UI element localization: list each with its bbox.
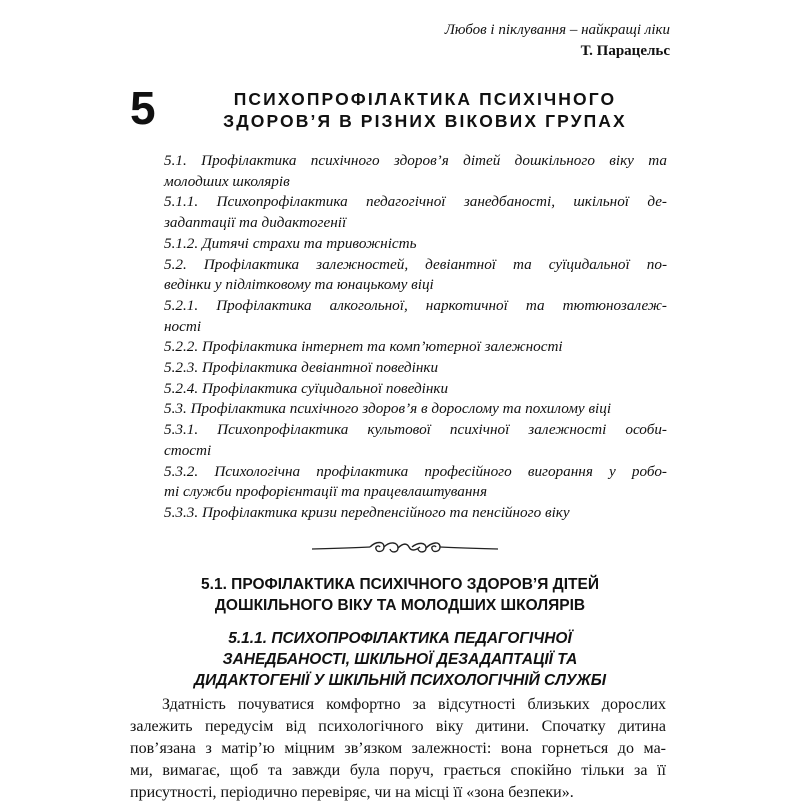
chapter-title-line: ЗДОРОВ’Я В РІЗНИХ ВІКОВИХ ГРУПАХ: [223, 111, 627, 131]
toc-line: 5.3.1. Психопрофілактика культової психічної залежності особи-: [164, 421, 667, 439]
toc-line: 5.3.2. Психологічна профілактика професійного вигорання у робо-: [164, 462, 667, 480]
toc-line: 5.1. Профілактика психічного здоров’я дітей дошкільного віку та: [164, 152, 667, 169]
toc-line: 5.2.3. Профілактика девіантної поведінки: [164, 359, 439, 377]
body-line: пов’язана з матір’ю міцним зв’язком залежності: вона горнеться до ма-: [130, 740, 666, 757]
section-heading-line: ДОШКІЛЬНОГО ВІКУ ТА МОЛОДШИХ ШКОЛЯРІВ: [214, 597, 586, 614]
body-line: ми, вимагає, щоб та завжди була поруч, грається спокійно тільки за її: [130, 762, 666, 779]
toc-line: ності: [164, 317, 202, 335]
section-heading-line: 5.1. ПРОФІЛАКТИКА ПСИХІЧНОГО ЗДОРОВ’Я ДІТЕЙ: [201, 576, 599, 593]
body-line: Здатність почуватися комфортно за відсутності близьких дорослих: [162, 696, 666, 713]
toc-line: молодших школярів: [164, 172, 290, 190]
chapter-number: 5: [130, 82, 156, 134]
toc-line: ті служби профорієнтації та працевлаштування: [164, 483, 488, 501]
toc-line: 5.2. Профілактика залежностей, девіантної та суїцидальної по-: [164, 255, 667, 273]
toc-line: 5.3.3. Профілактика кризи передпенсійного та пенсійного віку: [164, 503, 570, 521]
toc-line: 5.1.2. Дитячі страхи та тривожність: [164, 234, 417, 252]
subsection-heading-line: ЗАНЕДБАНОСТІ, ШКІЛЬНОЇ ДЕЗАДАПТАЦІЇ ТА: [222, 651, 578, 668]
section-heading: [130, 574, 670, 616]
subsection-heading-line: 5.1.1. ПСИХОПРОФІЛАКТИКА ПЕДАГОГІЧНОЇ: [228, 630, 572, 647]
epigraph: [445, 20, 670, 62]
toc-line: задаптації та дидактогенії: [164, 214, 347, 232]
body-line: залежить передусім від психологічного віку дитини. Спочатку дитина: [130, 718, 666, 735]
chapter-title-line: ПСИХОПРОФІЛАКТИКА ПСИХІЧНОГО: [233, 89, 617, 109]
book-page: [130, 0, 670, 800]
chapter-heading: [130, 82, 670, 142]
epigraph-quote: Любов і піклування – найкращі ліки: [444, 22, 670, 38]
toc-line: 5.2.2. Профілактика інтернет та комп’ютерної залежності: [164, 338, 563, 356]
toc-line: 5.1.1. Психопрофілактика педагогічної занедбаності, шкільної де-: [164, 193, 667, 211]
toc-line: стості: [164, 441, 212, 459]
epigraph-author: Т. Парацельс: [580, 43, 670, 59]
table-of-contents: [164, 151, 667, 524]
toc-line: ведінки у підлітковому та юнацькому віці: [164, 276, 434, 294]
subsection-heading: [130, 628, 670, 691]
toc-line: 5.2.4. Профілактика суїцидальної поведінки: [164, 379, 449, 397]
chapter-title: [180, 88, 670, 132]
decorative-divider-ornament: [310, 538, 500, 558]
subsection-heading-line: ДИДАКТОГЕНІЇ У ШКІЛЬНІЙ ПСИХОЛОГІЧНІЙ СЛУЖБІ: [193, 672, 607, 689]
toc-line: 5.2.1. Профілактика алкогольної, наркотичної та тютюнозалеж-: [164, 296, 667, 314]
body-paragraph: [130, 694, 666, 804]
body-line: присутності, періодично перевіряє, чи на місці її «зона безпеки».: [130, 784, 574, 801]
toc-line: 5.3. Профілактика психічного здоров’я в дорослому та похилому віці: [164, 400, 612, 418]
